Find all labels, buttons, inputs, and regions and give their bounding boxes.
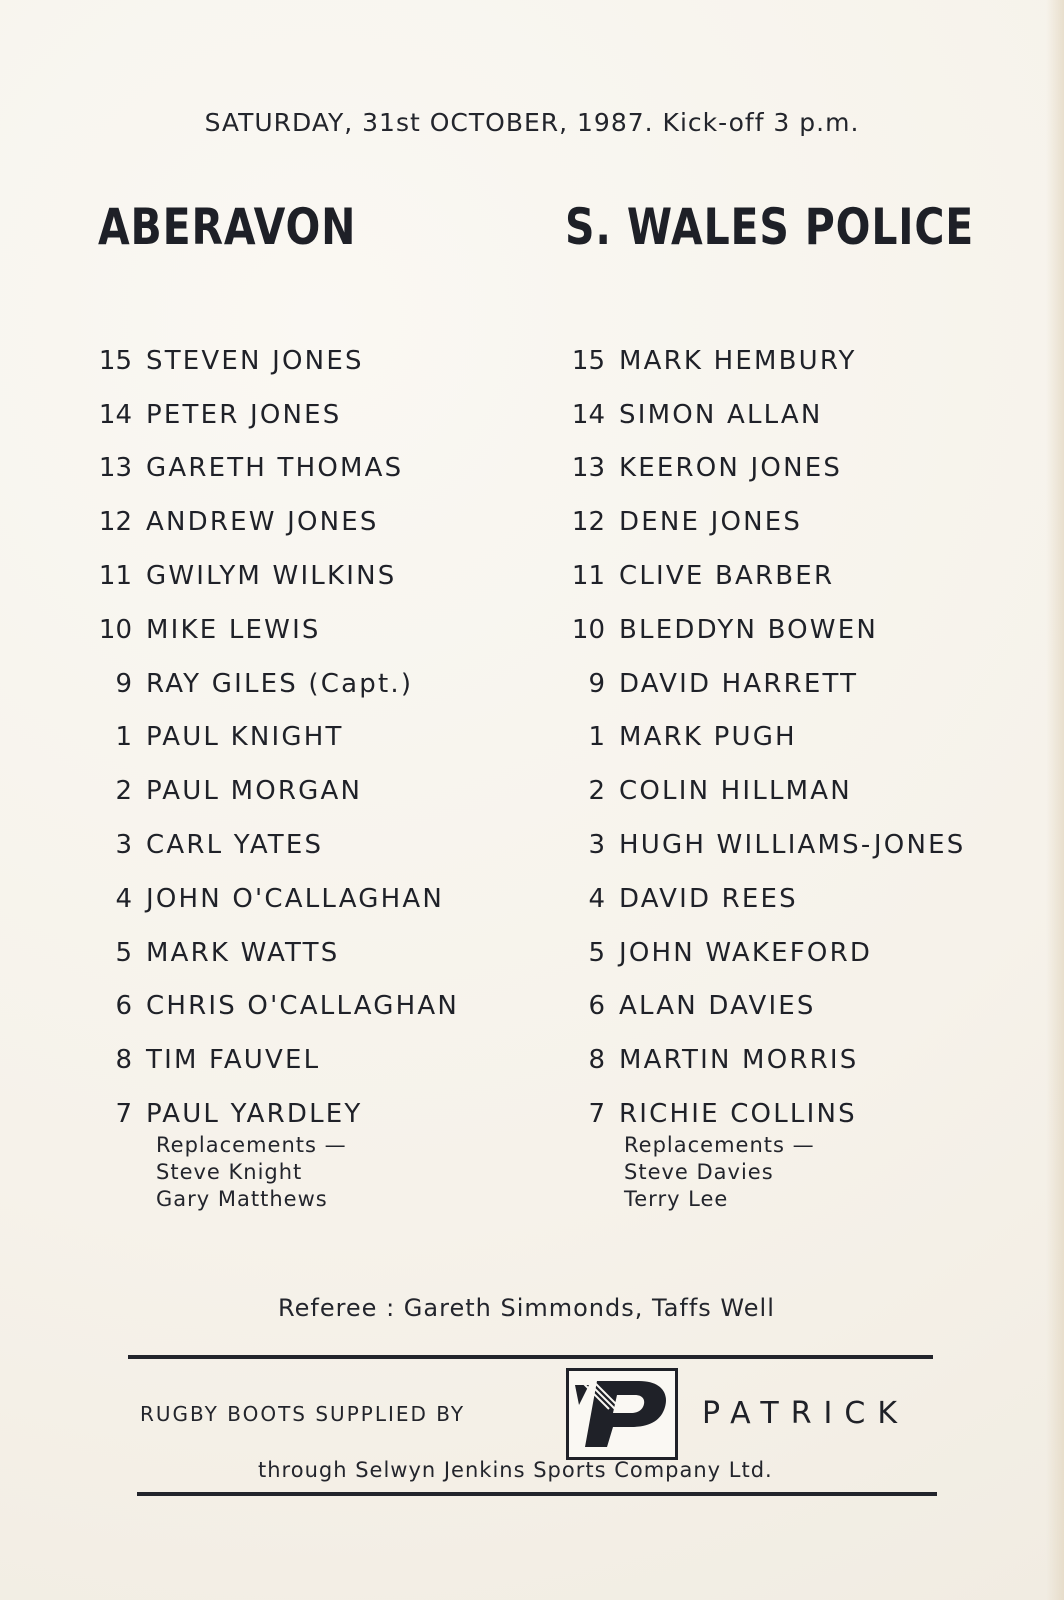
player-number: 8: [588, 1045, 605, 1076]
away-replacements: [624, 1132, 815, 1213]
player-row: [92, 549, 459, 603]
player-row: [565, 388, 965, 442]
player-row: [565, 1033, 965, 1087]
player-row: [565, 549, 965, 603]
player-row: [565, 980, 965, 1034]
player-number: 7: [588, 1099, 605, 1130]
player-name: RICHIE COLLINS: [619, 1099, 857, 1130]
player-name: MARK PUGH: [619, 722, 797, 753]
sponsor-brand: PATRICK: [702, 1396, 910, 1431]
player-name: ALAN DAVIES: [619, 991, 816, 1022]
player-name: CARL YATES: [146, 830, 324, 861]
player-name: BLEDDYN BOWEN: [619, 614, 878, 645]
player-number: 2: [588, 776, 605, 807]
player-row: [565, 818, 965, 872]
page-edge-shading: [1046, 0, 1064, 1600]
home-replacements: [156, 1132, 347, 1213]
player-row: [565, 603, 965, 657]
player-name: DAVID REES: [619, 883, 798, 914]
player-row: [92, 818, 459, 872]
player-number: 10: [98, 614, 132, 645]
player-number: 3: [115, 830, 132, 861]
player-number: 12: [571, 507, 605, 538]
player-row: [92, 980, 459, 1034]
player-number: 12: [98, 507, 132, 538]
player-row: [92, 657, 459, 711]
player-number: 14: [98, 399, 132, 430]
player-number: 8: [115, 1045, 132, 1076]
patrick-p-logo-icon: [566, 1368, 678, 1460]
player-name: KEERON JONES: [619, 453, 843, 484]
divider-top: [128, 1355, 933, 1359]
player-number: 15: [571, 345, 605, 376]
player-name: RAY GILES (Capt.): [146, 668, 414, 699]
replacements-label: Replacements —: [624, 1133, 815, 1157]
replacement-player: Terry Lee: [624, 1187, 729, 1211]
player-number: 5: [115, 937, 132, 968]
player-row: [92, 1033, 459, 1087]
player-number: 9: [115, 668, 132, 699]
player-number: 1: [588, 722, 605, 753]
player-number: 4: [588, 883, 605, 914]
player-row: [92, 872, 459, 926]
player-row: [565, 334, 965, 388]
player-row: [92, 711, 459, 765]
player-row: [565, 764, 965, 818]
player-number: 10: [571, 614, 605, 645]
replacement-player: Steve Knight: [156, 1160, 303, 1184]
replacements-label: Replacements —: [156, 1133, 347, 1157]
player-name: COLIN HILLMAN: [619, 776, 852, 807]
patrick-logo-graphic: [569, 1371, 675, 1457]
player-name: PAUL YARDLEY: [146, 1099, 363, 1130]
player-name: PAUL KNIGHT: [146, 722, 344, 753]
player-name: GWILYM WILKINS: [146, 561, 397, 592]
replacement-player: Gary Matthews: [156, 1187, 328, 1211]
player-name: JOHN O'CALLAGHAN: [146, 883, 444, 914]
player-number: 11: [98, 561, 132, 592]
player-number: 7: [115, 1099, 132, 1130]
player-number: 5: [588, 937, 605, 968]
player-name: MIKE LEWIS: [146, 614, 321, 645]
referee-line: Referee : Gareth Simmonds, Taffs Well: [278, 1294, 775, 1322]
player-name: STEVEN JONES: [146, 345, 364, 376]
away-team-name: S. WALES POLICE: [565, 198, 975, 256]
player-name: JOHN WAKEFORD: [619, 937, 873, 968]
supplier-line: through Selwyn Jenkins Sports Company Ltd.: [258, 1458, 773, 1482]
player-number: 4: [115, 883, 132, 914]
player-number: 3: [588, 830, 605, 861]
player-name: DENE JONES: [619, 507, 803, 538]
player-row: [92, 388, 459, 442]
replacement-player: Steve Davies: [624, 1160, 774, 1184]
player-row: [92, 603, 459, 657]
player-row: [565, 495, 965, 549]
player-number: 15: [98, 345, 132, 376]
player-row: [565, 657, 965, 711]
player-row: [565, 442, 965, 496]
player-row: [92, 926, 459, 980]
player-name: GARETH THOMAS: [146, 453, 404, 484]
player-name: PAUL MORGAN: [146, 776, 363, 807]
player-row: [92, 764, 459, 818]
player-row: [565, 711, 965, 765]
player-row: [92, 495, 459, 549]
player-name: HUGH WILLIAMS-JONES: [619, 830, 966, 861]
player-name: TIM FAUVEL: [146, 1045, 321, 1076]
player-name: MARK WATTS: [146, 937, 340, 968]
player-number: 1: [115, 722, 132, 753]
player-number: 9: [588, 668, 605, 699]
player-row: [92, 442, 459, 496]
player-name: SIMON ALLAN: [619, 399, 823, 430]
player-number: 6: [588, 991, 605, 1022]
player-name: CHRIS O'CALLAGHAN: [146, 991, 459, 1022]
player-number: 6: [115, 991, 132, 1022]
home-team-list: [92, 334, 459, 1141]
divider-bottom: [137, 1492, 937, 1496]
player-name: ANDREW JONES: [146, 507, 379, 538]
player-number: 11: [571, 561, 605, 592]
player-number: 14: [571, 399, 605, 430]
player-name: MARK HEMBURY: [619, 345, 857, 376]
player-name: MARTIN MORRIS: [619, 1045, 859, 1076]
player-name: PETER JONES: [146, 399, 342, 430]
sponsor-label: RUGBY BOOTS SUPPLIED BY: [140, 1402, 466, 1426]
player-row: [565, 872, 965, 926]
away-team-list: [565, 334, 965, 1141]
player-number: 13: [98, 453, 132, 484]
player-number: 2: [115, 776, 132, 807]
player-name: CLIVE BARBER: [619, 561, 835, 592]
player-name: DAVID HARRETT: [619, 668, 859, 699]
player-row: [565, 926, 965, 980]
match-date-line: SATURDAY, 31st OCTOBER, 1987. Kick-off 3 p.m.: [204, 108, 860, 137]
home-team-name: ABERAVON: [98, 198, 357, 256]
player-number: 13: [571, 453, 605, 484]
player-row: [92, 334, 459, 388]
